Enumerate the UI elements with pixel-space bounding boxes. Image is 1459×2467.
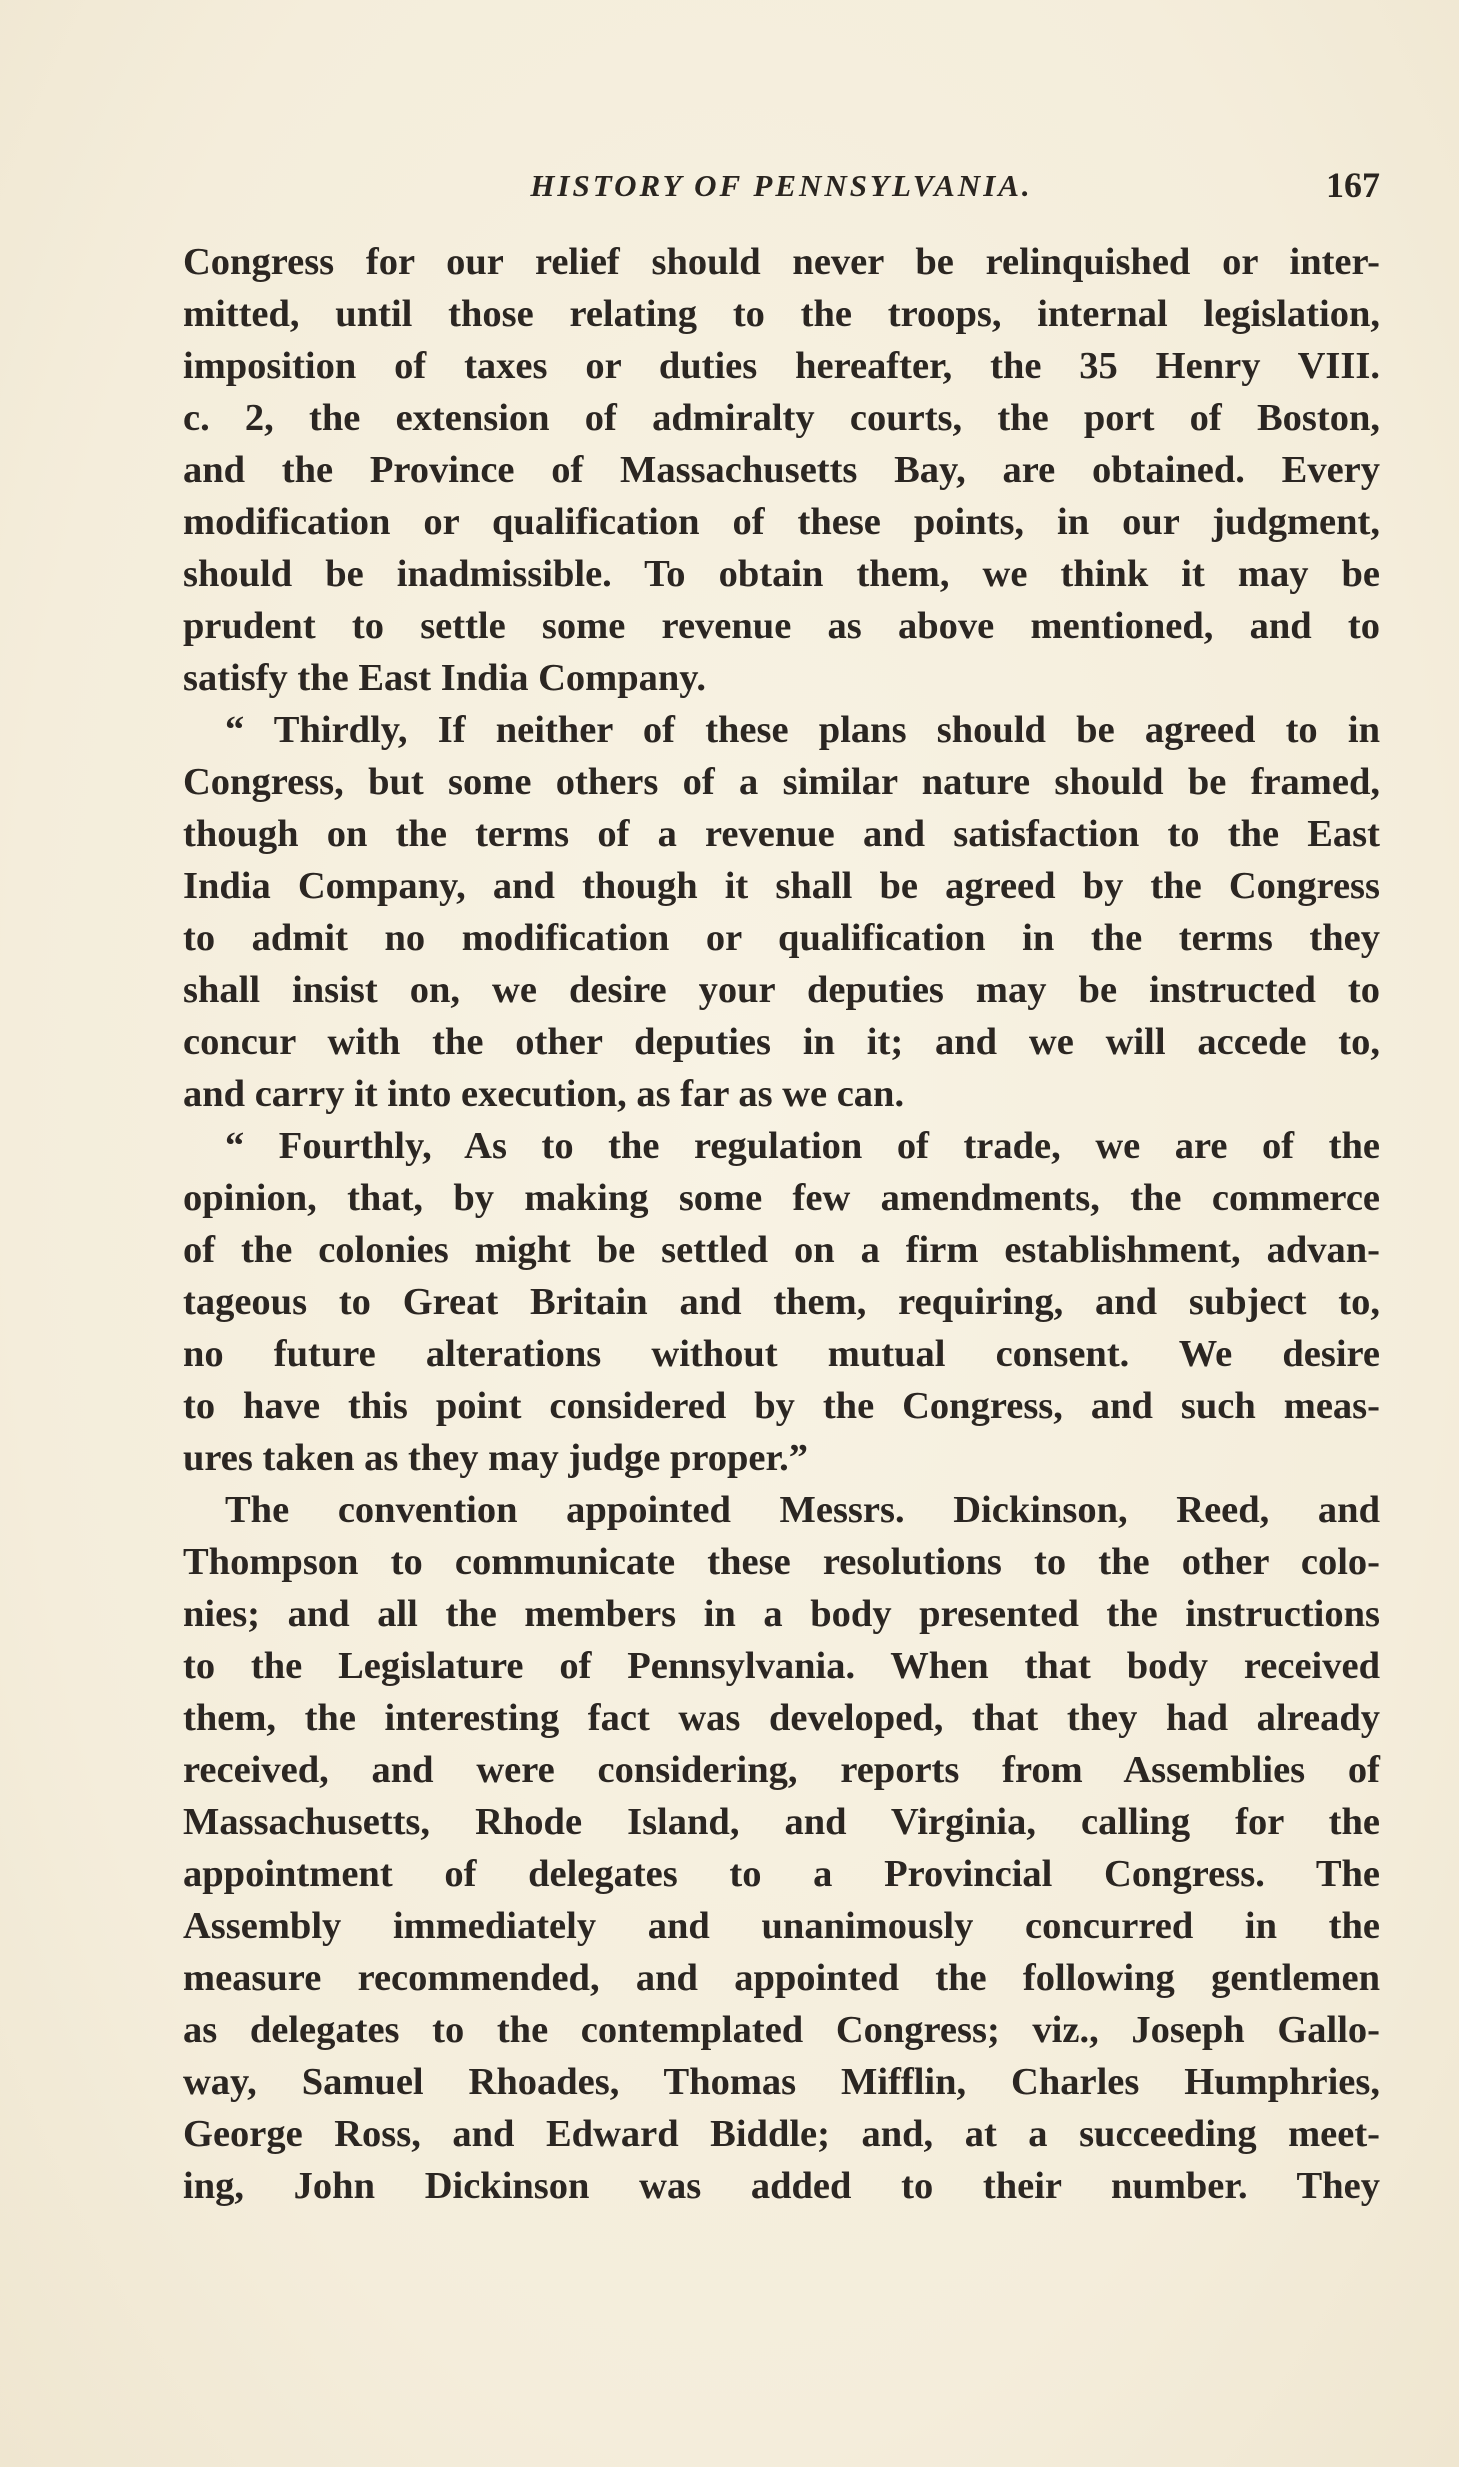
text-line: ures taken as they may judge proper.” [183, 1437, 808, 1479]
text-line: The convention appointed Messrs. Dickinson, Reed, and [225, 1489, 1380, 1531]
text-line: Congress, but some others of a similar nature should be framed, [183, 761, 1380, 803]
page-number: 167 [1326, 165, 1380, 205]
text-line: shall insist on, we desire your deputies may be instructed to [183, 969, 1380, 1011]
text-line: imposition of taxes or duties hereafter, the 35 Henry VIII. [183, 345, 1380, 387]
text-line: received, and were considering, reports from Assemblies of [183, 1749, 1380, 1791]
text-line: should be inadmissible. To obtain them, we think it may be [183, 553, 1380, 595]
text-line: tageous to Great Britain and them, requiring, and subject to, [183, 1281, 1380, 1323]
text-line: Congress for our relief should never be relinquished or inter- [183, 241, 1380, 283]
text-line: ing, John Dickinson was added to their number. They [183, 2165, 1380, 2207]
text-line: and the Province of Massachusetts Bay, are obtained. Every [183, 449, 1380, 491]
text-line: George Ross, and Edward Biddle; and, at a succeeding meet- [183, 2113, 1380, 2155]
text-line: satisfy the East India Company. [183, 657, 707, 699]
text-line: them, the interesting fact was developed, that they had already [183, 1697, 1380, 1739]
text-line: to the Legislature of Pennsylvania. When that body received [183, 1645, 1380, 1687]
text-line: “ Thirdly, If neither of these plans should be agreed to in [225, 709, 1380, 751]
text-line: to admit no modification or qualification in the terms they [183, 917, 1380, 959]
text-line: prudent to settle some revenue as above mentioned, and to [183, 605, 1380, 647]
text-line: and carry it into execution, as far as we can. [183, 1073, 905, 1115]
text-line: “ Fourthly, As to the regulation of trade, we are of the [225, 1125, 1380, 1167]
text-line: to have this point considered by the Congress, and such meas- [183, 1385, 1380, 1427]
text-line: nies; and all the members in a body presented the instructions [183, 1593, 1380, 1635]
text-line: modification or qualification of these points, in our judgment, [183, 501, 1380, 543]
text-line: Thompson to communicate these resolutions to the other colo- [183, 1541, 1380, 1583]
text-line: as delegates to the contemplated Congress; viz., Joseph Gallo- [183, 2009, 1380, 2051]
text-line: c. 2, the extension of admiralty courts, the port of Boston, [183, 397, 1380, 439]
text-line: of the colonies might be settled on a firm establishment, advan- [183, 1229, 1380, 1271]
page-header [183, 160, 1380, 210]
text-line: Massachusetts, Rhode Island, and Virginia, calling for the [183, 1801, 1380, 1843]
text-line: India Company, and though it shall be agreed by the Congress [183, 865, 1380, 907]
text-line: opinion, that, by making some few amendments, the commerce [183, 1177, 1380, 1219]
text-line: Assembly immediately and unanimously concurred in the [183, 1905, 1380, 1947]
text-line: concur with the other deputies in it; and we will accede to, [183, 1021, 1380, 1063]
text-line: appointment of delegates to a Provincial Congress. The [183, 1853, 1380, 1895]
running-title: HISTORY OF PENNSYLVANIA. [530, 168, 1033, 203]
text-line: way, Samuel Rhoades, Thomas Mifflin, Charles Humphries, [183, 2061, 1380, 2103]
text-line: no future alterations without mutual consent. We desire [183, 1333, 1380, 1375]
body-text [183, 236, 1380, 2212]
text-line: measure recommended, and appointed the following gentlemen [183, 1957, 1380, 1999]
text-line: mitted, until those relating to the troops, internal legislation, [183, 293, 1380, 335]
text-line: though on the terms of a revenue and satisfaction to the East [183, 813, 1380, 855]
